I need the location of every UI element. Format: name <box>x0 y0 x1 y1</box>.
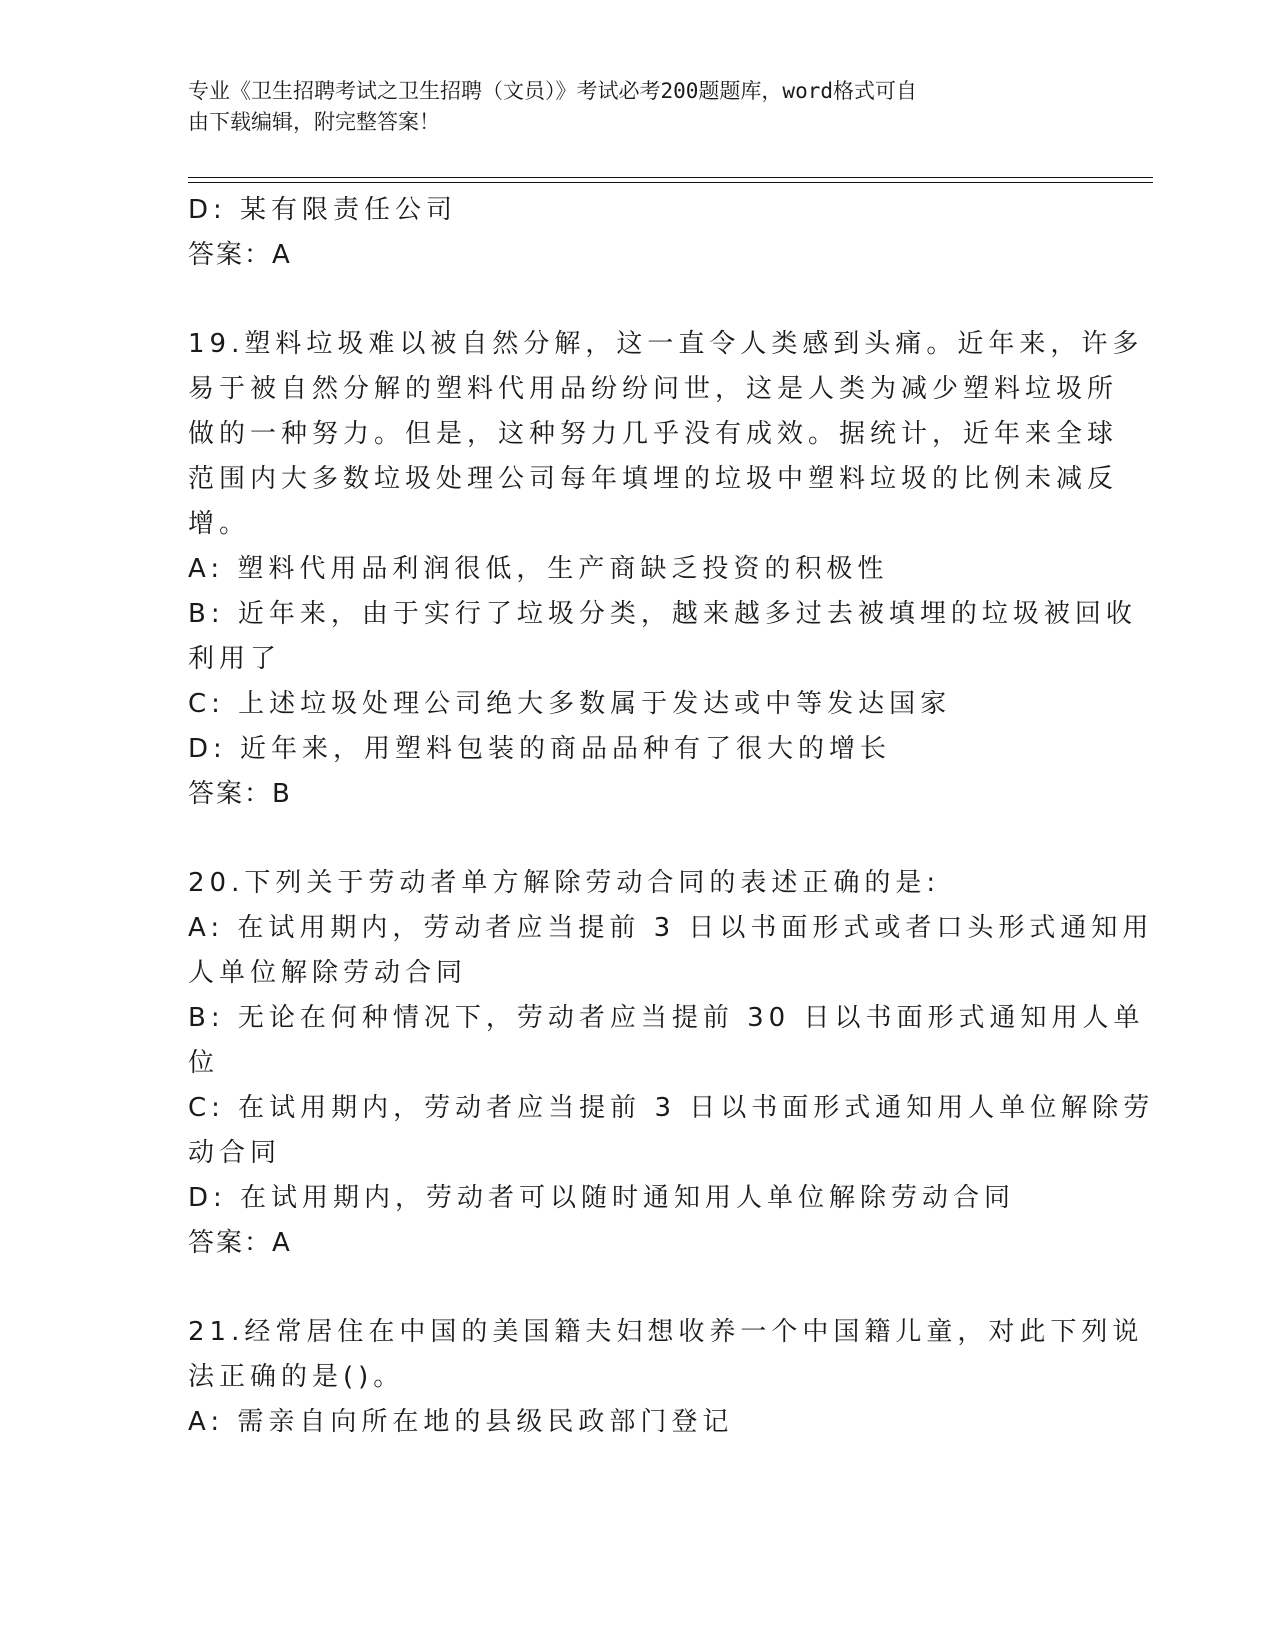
option-a: A: 在试用期内，劳动者应当提前 3 日以书面形式或者口头形式通知用 <box>188 913 1154 943</box>
option-c-continued: 动合同 <box>188 1138 282 1168</box>
option-d: D: 近年来，用塑料包装的商品品种有了很大的增长 <box>188 734 892 764</box>
question-stem-line: 范围内大多数垃圾处理公司每年填埋的垃圾中塑料垃圾的比例未减反 <box>188 464 1119 494</box>
spacer <box>188 1266 1088 1310</box>
option-d: D: 某有限责任公司 <box>188 195 458 225</box>
question-stem-line: 法正确的是()。 <box>188 1362 405 1392</box>
answer: 答案：A <box>188 1228 292 1258</box>
question-19 <box>188 322 1144 817</box>
header-divider <box>188 177 1153 178</box>
document-header <box>188 76 1068 138</box>
question-stem-line: 20.下列关于劳动者单方解除劳动合同的表述正确的是: <box>188 868 941 898</box>
answer: 答案：B <box>188 779 292 809</box>
option-c: C: 在试用期内，劳动者应当提前 3 日以书面形式通知用人单位解除劳 <box>188 1093 1155 1123</box>
option-d: D: 在试用期内，劳动者可以随时通知用人单位解除劳动合同 <box>188 1183 1016 1213</box>
answer: 答案：A <box>188 240 292 270</box>
option-b: B: 近年来，由于实行了垃圾分类，越来越多过去被填埋的垃圾被回收 <box>188 599 1137 629</box>
question-stem-line: 19.塑料垃圾难以被自然分解，这一直令人类感到头痛。近年来，许多 <box>188 329 1144 359</box>
spacer <box>188 817 1088 861</box>
option-a-continued: 人单位解除劳动合同 <box>188 958 468 988</box>
option-c: C: 上述垃圾处理公司绝大多数属于发达或中等发达国家 <box>188 689 952 719</box>
question-stem-line: 做的一种努力。但是，这种努力几乎没有成效。据统计，近年来全球 <box>188 419 1119 449</box>
header-line: 由下载编辑，附完整答案！ <box>188 110 440 134</box>
question-stem-line: 易于被自然分解的塑料代用品纷纷问世，这是人类为减少塑料垃圾所 <box>188 374 1119 404</box>
option-b-continued: 位 <box>188 1048 220 1078</box>
question-list <box>188 188 1155 1445</box>
option-b-continued: 利用了 <box>188 644 282 674</box>
question-stem-line: 增。 <box>188 509 251 539</box>
question-20 <box>188 861 1155 1266</box>
option-b: B: 无论在何种情况下，劳动者应当提前 30 日以书面形式通知用人单 <box>188 1003 1145 1033</box>
header-line: 专业《卫生招聘考试之卫生招聘（文员）》考试必考200题题库，word格式可自 <box>188 79 917 103</box>
header-divider <box>188 182 1153 183</box>
question-21 <box>188 1310 1144 1445</box>
spacer <box>188 278 1088 322</box>
option-a: A: 塑料代用品利润很低，生产商缺乏投资的积极性 <box>188 554 889 584</box>
question-stem-line: 21.经常居住在中国的美国籍夫妇想收养一个中国籍儿童，对此下列说 <box>188 1317 1144 1347</box>
option-a: A: 需亲自向所在地的县级民政部门登记 <box>188 1407 734 1437</box>
